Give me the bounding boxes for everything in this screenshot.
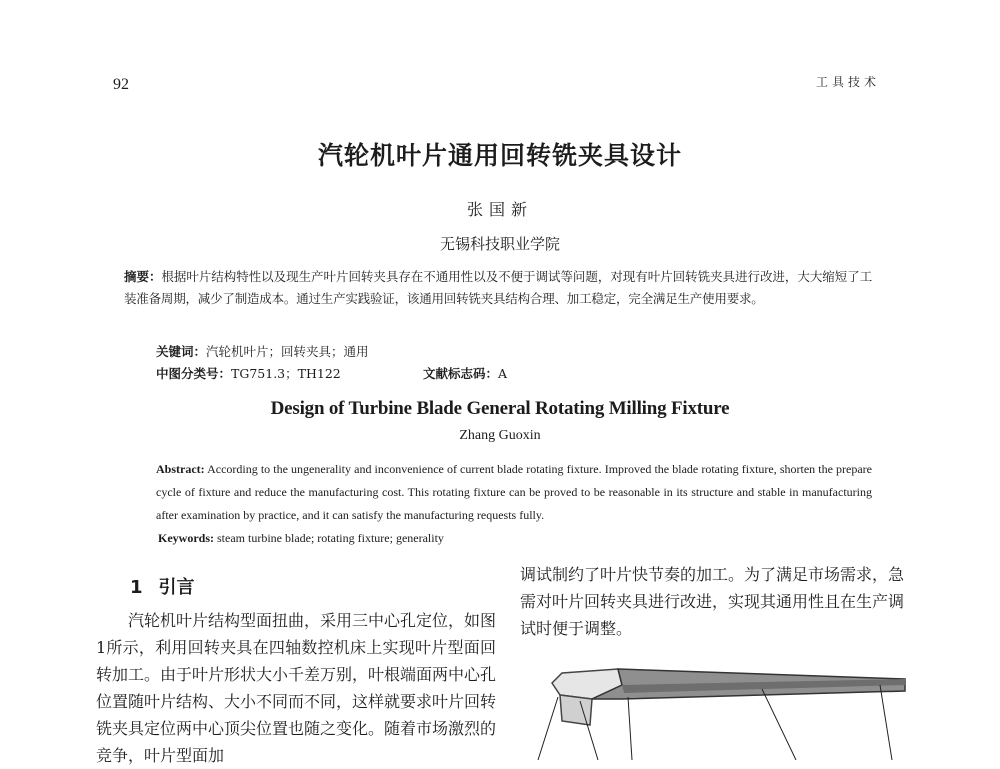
keywords-en-label: Keywords: xyxy=(158,531,214,545)
doc-code-text: A xyxy=(498,366,508,381)
section-heading xyxy=(130,573,195,599)
paper-title: 汽轮机叶片通用回转铣夹具设计 xyxy=(317,141,682,170)
keywords-cn xyxy=(156,342,369,360)
blade-fixture-figure xyxy=(500,655,920,760)
body-column-left xyxy=(96,607,496,769)
clc-label: 中图分类号： xyxy=(156,366,232,381)
abstract-cn-label: 摘要： xyxy=(124,269,162,284)
doc-code-label: 文献标志码： xyxy=(423,366,499,381)
author-name: 张国新 xyxy=(466,200,533,219)
keywords-en xyxy=(158,531,444,546)
turbine-blade xyxy=(592,669,905,699)
abstract-cn xyxy=(124,266,872,310)
abstract-en xyxy=(156,458,872,527)
abstract-en-text: According to the ungenerality and inconvenience of current blade rotating fixture. Improved the blade rotating fixture, shorten the prepare cycle of fixture and reduce the manufacturing cost. This rotating fixture can be proved to be reasonable in its structure and stable in manufacturing after examination by practice, and it can satisfy the manufacturing requests fully. xyxy=(156,462,872,522)
clc-text: TG751.3；TH122 xyxy=(231,366,341,381)
section-number: 1 xyxy=(130,577,143,598)
page-number: 92 xyxy=(113,76,129,93)
affiliation: 无锡科技职业学院 xyxy=(439,235,560,253)
section-title: 引言 xyxy=(158,577,195,598)
abstract-cn-text: 根据叶片结构特性以及现生产叶片回转夹具存在不通用性以及不便于调试等问题，对现有叶片回转铣夹具进行改进，大大缩短了工装准备周期，减少了制造成本。通过生产实践验证，该通用回转铣夹具结构合理、加工稳定，完全满足生产使用要求。 xyxy=(124,269,873,306)
journal-name: 工具技术 xyxy=(816,75,881,89)
keywords-en-text: steam turbine blade; rotating fixture; generality xyxy=(214,531,444,545)
body-column-right xyxy=(520,561,904,642)
body-paragraph: 调试制约了叶片快节奏的加工。为了满足市场需求，急需对叶片回转夹具进行改进，实现其通用性且在生产调试时便于调整。 xyxy=(520,565,905,638)
keywords-cn-label: 关键词： xyxy=(156,344,207,359)
abstract-en-label: Abstract: xyxy=(156,462,205,476)
body-paragraph: 汽轮机叶片结构型面扭曲，采用三中心孔定位，如图1所示，利用回转夹具在四轴数控机床上实现叶片型面回转加工。由于叶片形状大小千差万别，叶根端面两中心孔位置随叶片结构、大小不同而不同，这样就要求叶片回转铣夹具定位两中心顶尖位置也随之变化。随着市场激烈的竞争，叶片型面加 xyxy=(96,611,497,765)
keywords-cn-text: 汽轮机叶片；回转夹具；通用 xyxy=(206,344,369,359)
english-author: Zhang Guoxin xyxy=(459,428,541,443)
english-title: Design of Turbine Blade General Rotating Milling Fixture xyxy=(270,398,730,419)
document-code xyxy=(423,364,507,382)
clc-number xyxy=(156,364,341,382)
